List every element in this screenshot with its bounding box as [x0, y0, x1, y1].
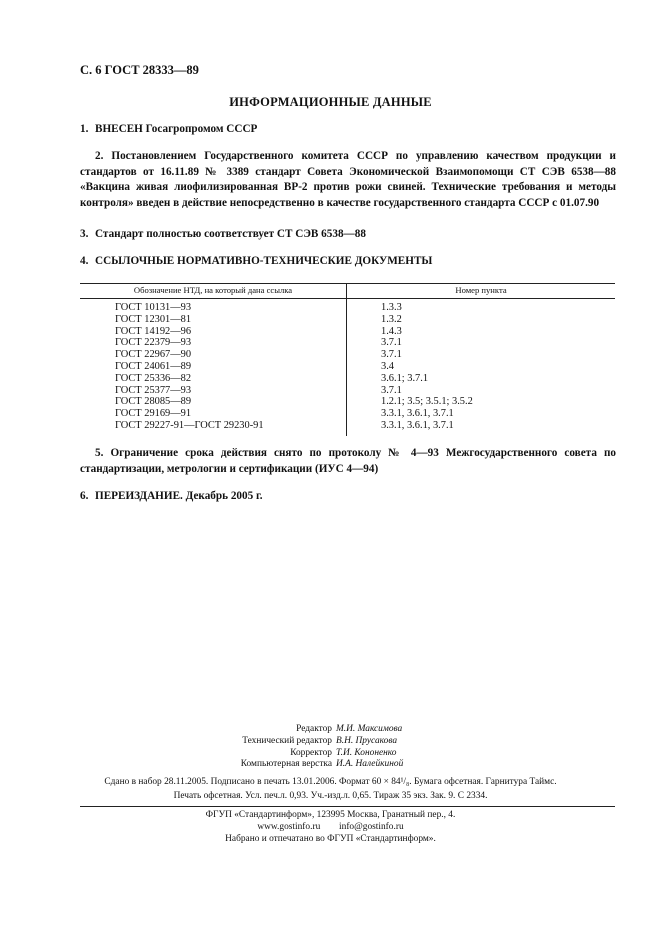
- publisher-line-1: ФГУП «Стандартинформ», 123995 Москва, Гранатный пер., 4.: [205, 810, 456, 820]
- table-cell-document: ГОСТ 22379—93: [115, 337, 192, 349]
- table-row: [80, 326, 615, 338]
- table-cell-clause: 1.2.1; 3.5; 3.5.1; 3.5.2: [381, 396, 473, 408]
- credit-name: Т.И. Кононенко: [336, 747, 397, 758]
- publisher-line-2: www.gostinfo.ru info@gostinfo.ru: [257, 822, 404, 832]
- credit-role: Корректор: [290, 747, 332, 758]
- credit-role: Технический редактор: [242, 735, 332, 746]
- table-header-clause: Номер пункта: [455, 285, 507, 295]
- credit-proofreader: [0, 748, 661, 760]
- item-6: [80, 489, 616, 505]
- table-row: [80, 420, 615, 432]
- item-1: [80, 122, 616, 138]
- table-cell-clause: 3.4: [381, 360, 394, 372]
- table-cell-document: ГОСТ 29169—91: [115, 408, 192, 420]
- publisher-details: [0, 809, 661, 845]
- table-cell-document: ГОСТ 24061—89: [115, 360, 192, 372]
- publication-line-2: Печать офсетная. Усл. печ.л. 0,93. Уч.-изд.л. 0,65. Тираж 35 экз. Зак. 9. С 2334.: [173, 791, 488, 801]
- credit-editor: [0, 724, 661, 736]
- item-3-text: Стандарт полностью соответствует СТ СЭВ 6538—88: [95, 228, 366, 240]
- table-cell-clause: 3.7.1: [381, 384, 402, 396]
- table-cell-clause: 1.3.2: [381, 313, 402, 325]
- item-3-number: 3.: [80, 228, 89, 240]
- item-2-body: Постановлением Государственного комитета СССР по управлению качеством продукции и стандартов от 16.11.89 № 3389 стандарт Совета Экономической Взаимопомощи СТ СЭВ 6538—88 «Вакцина живая лиофилизированная ВР-2 против рожи свиней. Технические требования и методы контроля» введен в действие непосредственно в качестве государственного стандарта СССР с 01.07.90: [80, 150, 616, 209]
- table-cell-clause: 1.4.3: [381, 325, 402, 337]
- publication-details: [0, 775, 661, 803]
- credit-role: Компьютерная верстка: [240, 759, 332, 770]
- item-1-text: ВНЕСЕН Госагропромом СССР: [95, 123, 258, 135]
- table-cell-document: ГОСТ 29227-91—ГОСТ 29230-91: [115, 419, 264, 431]
- credit-layout: [0, 759, 661, 771]
- table-row: [80, 396, 615, 408]
- item-4-text: ССЫЛОЧНЫЕ НОРМАТИВНО-ТЕХНИЧЕСКИЕ ДОКУМЕНТЫ: [95, 255, 433, 267]
- item-2-number: 2.: [95, 150, 104, 162]
- table-row: [80, 373, 615, 385]
- item-4: [80, 254, 616, 270]
- table-cell-clause: 3.6.1; 3.7.1: [381, 372, 429, 384]
- publication-line-1: Сдано в набор 28.11.2005. Подписано в печать 13.01.2006. Формат 60 × 84¹/₈. Бумага офсетная. Гарнитура Таймс.: [104, 777, 557, 787]
- section-title: ИНФОРМАЦИОННЫЕ ДАННЫЕ: [229, 95, 432, 109]
- item-5-number: 5.: [95, 447, 104, 459]
- table-row: [80, 385, 615, 397]
- item-2-text: [80, 149, 616, 211]
- table-top-rule: [80, 283, 615, 284]
- credit-technical-editor: [0, 736, 661, 748]
- table-row: [80, 302, 615, 314]
- credit-name: В.Н. Прусакова: [336, 735, 398, 746]
- table-cell-clause: 3.7.1: [381, 337, 402, 349]
- table-cell-clause: 3.3.1, 3.6.1, 3.7.1: [381, 419, 454, 431]
- credit-name: М.И. Максимова: [336, 724, 403, 734]
- table-row: [80, 314, 615, 326]
- table-body: [80, 302, 615, 432]
- table-cell-document: ГОСТ 28085—89: [115, 396, 192, 408]
- table-cell-document: ГОСТ 10131—93: [115, 302, 192, 313]
- item-5: [80, 446, 616, 477]
- table-cell-document: ГОСТ 25377—93: [115, 384, 192, 396]
- table-header-document: Обозначение НТД, на который дана ссылка: [133, 285, 293, 295]
- table-cell-document: ГОСТ 12301—81: [115, 313, 192, 325]
- table-cell-document: ГОСТ 25336—82: [115, 372, 192, 384]
- credit-name: И.А. Налейкиной: [336, 759, 404, 770]
- page-header: С. 6 ГОСТ 28333—89: [80, 63, 199, 77]
- publisher-line-3: Набрано и отпечатано во ФГУП «Стандартинформ».: [225, 834, 436, 844]
- item-3: [80, 227, 616, 243]
- item-5-text: [80, 446, 616, 477]
- table-row: [80, 408, 615, 420]
- table-row: [80, 337, 615, 349]
- item-1-number: 1.: [80, 123, 89, 135]
- table-cell-document: ГОСТ 22967—90: [115, 349, 192, 361]
- item-2: [80, 149, 616, 211]
- item-6-number: 6.: [80, 490, 89, 502]
- credit-role: Редактор: [296, 724, 332, 734]
- footer-rule: [80, 806, 615, 807]
- table-cell-clause: 3.3.1, 3.6.1, 3.7.1: [381, 408, 454, 420]
- editorial-credits: [0, 724, 661, 771]
- table-cell-clause: 3.7.1: [381, 349, 402, 361]
- table-row: [80, 349, 615, 361]
- table-cell-clause: 1.3.3: [381, 302, 402, 313]
- item-5-body: Ограничение срока действия снято по протоколу № 4—93 Межгосударственного совета по стандартизации, метрологии и сертификации (ИУС 4—94): [80, 447, 617, 475]
- table-header-rule: [80, 298, 615, 299]
- item-6-text: ПЕРЕИЗДАНИЕ. Декабрь 2005 г.: [95, 490, 263, 502]
- table-cell-document: ГОСТ 14192—96: [115, 325, 192, 337]
- table-row: [80, 361, 615, 373]
- item-4-number: 4.: [80, 255, 89, 267]
